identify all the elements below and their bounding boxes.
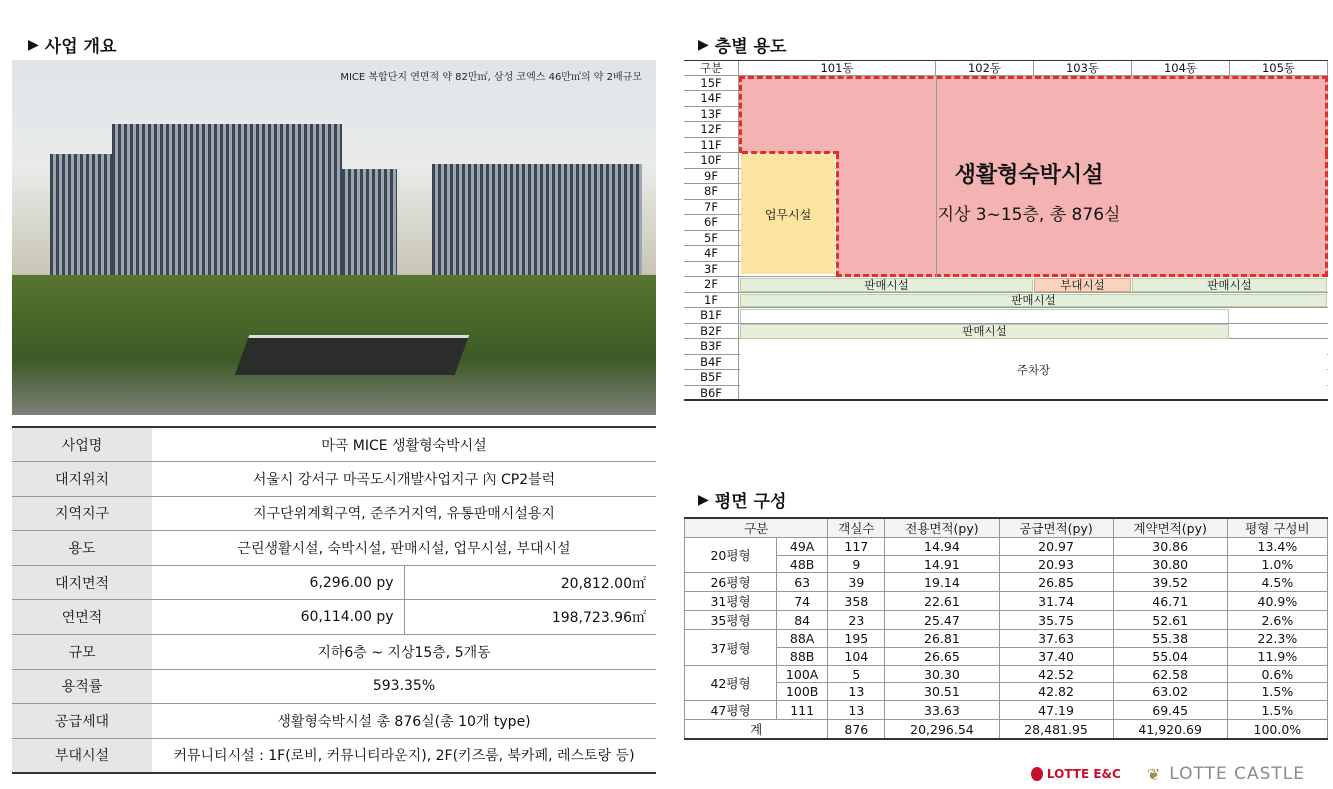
unit-row xyxy=(685,538,1328,556)
unit-group: 42평형 xyxy=(685,665,777,700)
unit-group: 37평형 xyxy=(685,630,777,665)
total-supply: 28,481.95 xyxy=(999,720,1113,740)
info-value-2: 198,723.96㎡ xyxy=(404,600,656,635)
overview-title: ▶ 사업 개요 xyxy=(28,36,117,57)
building-header: 103동 xyxy=(1034,61,1132,75)
col-header: 공급면적(py) xyxy=(999,518,1113,538)
unit-row xyxy=(685,648,1328,666)
info-value: 생활형숙박시설 총 876실(총 10개 type) xyxy=(152,704,656,739)
floor-label: B4F xyxy=(684,355,739,370)
unit-type: 84 xyxy=(777,611,828,630)
unit-rooms: 358 xyxy=(828,592,885,611)
info-row xyxy=(12,669,656,704)
project-info-table xyxy=(12,426,656,774)
floor-label: 9F xyxy=(684,169,739,184)
info-label: 용적률 xyxy=(12,669,152,704)
floor-label: 13F xyxy=(684,107,739,122)
office-block: 업무시설 xyxy=(741,154,835,274)
info-row xyxy=(12,635,656,670)
unit-contract: 63.02 xyxy=(1113,683,1227,701)
triangle-icon: ▶ xyxy=(698,36,709,53)
unit-ratio: 13.4% xyxy=(1227,538,1327,556)
col-header: 객실수 xyxy=(828,518,885,538)
unit-rooms: 104 xyxy=(828,648,885,666)
info-row xyxy=(12,427,656,462)
building-header: 104동 xyxy=(1132,61,1230,75)
col-header: 계약면적(py) xyxy=(1113,518,1227,538)
info-value: 60,114.00 py xyxy=(152,600,404,635)
info-value: 593.35% xyxy=(152,669,656,704)
unit-supply: 47.19 xyxy=(999,701,1113,720)
unit-excl: 26.65 xyxy=(885,648,999,666)
unit-row xyxy=(685,555,1328,573)
unit-rooms: 195 xyxy=(828,630,885,648)
unit-excl: 25.47 xyxy=(885,611,999,630)
unit-excl: 19.14 xyxy=(885,573,999,592)
unit-ratio: 0.6% xyxy=(1227,665,1327,683)
info-value: 지하6층 ~ 지상15층, 5개동 xyxy=(152,635,656,670)
unit-ratio: 1.5% xyxy=(1227,701,1327,720)
retail-b2f: 판매시설 xyxy=(740,324,1229,340)
info-label: 부대시설 xyxy=(12,738,152,773)
unit-contract: 30.80 xyxy=(1113,555,1227,573)
unit-row xyxy=(685,683,1328,701)
info-label: 연면적 xyxy=(12,600,152,635)
retail-1f: 판매시설 xyxy=(740,294,1327,308)
unit-rooms: 23 xyxy=(828,611,885,630)
ancillary-2f: 부대시설 xyxy=(1034,278,1131,292)
unit-rooms: 13 xyxy=(828,683,885,701)
info-row xyxy=(12,462,656,497)
unit-supply: 42.82 xyxy=(999,683,1113,701)
info-value: 6,296.00 py xyxy=(152,565,404,600)
unit-contract: 52.61 xyxy=(1113,611,1227,630)
unit-ratio: 40.9% xyxy=(1227,592,1327,611)
unit-supply: 35.75 xyxy=(999,611,1113,630)
info-label: 대지위치 xyxy=(12,462,152,497)
unit-type: 48B xyxy=(777,555,828,573)
unit-contract: 55.38 xyxy=(1113,630,1227,648)
unit-supply: 31.74 xyxy=(999,592,1113,611)
unit-supply: 42.52 xyxy=(999,665,1113,683)
total-rooms: 876 xyxy=(828,720,885,740)
info-value: 서울시 강서구 마곡도시개발사업지구 內 CP2블럭 xyxy=(152,462,656,497)
unit-supply: 20.97 xyxy=(999,538,1113,556)
unit-contract: 69.45 xyxy=(1113,701,1227,720)
unit-supply: 37.40 xyxy=(999,648,1113,666)
floor-label: B6F xyxy=(684,386,739,400)
b1f-block xyxy=(740,309,1229,323)
floor-label: 3F xyxy=(684,262,739,277)
unit-supply: 20.93 xyxy=(999,555,1113,573)
floor-use-diagram xyxy=(684,60,1328,467)
building-header: 102동 xyxy=(936,61,1034,75)
unit-type: 88A xyxy=(777,630,828,648)
floor-label: B2F xyxy=(684,324,739,339)
lodging-subtitle: 지상 3~15층, 총 876실 xyxy=(937,204,1121,225)
unit-excl: 30.30 xyxy=(885,665,999,683)
project-rendering-image xyxy=(12,60,656,415)
info-value: 커뮤니티시설 : 1F(로비, 커뮤니티라운지), 2F(키즈룸, 북카페, 레스토랑 등) xyxy=(152,738,656,773)
unit-rooms: 13 xyxy=(828,701,885,720)
unit-type: 100B xyxy=(777,683,828,701)
unit-row xyxy=(685,592,1328,611)
info-row xyxy=(12,496,656,531)
unit-supply: 37.63 xyxy=(999,630,1113,648)
unit-rooms: 39 xyxy=(828,573,885,592)
triangle-icon: ▶ xyxy=(698,491,709,508)
unit-type: 88B xyxy=(777,648,828,666)
info-label: 공급세대 xyxy=(12,704,152,739)
unit-row xyxy=(685,701,1328,720)
unit-excl: 33.63 xyxy=(885,701,999,720)
plan-title: ▶ 평면 구성 xyxy=(698,491,787,512)
info-value: 근린생활시설, 숙박시설, 판매시설, 업무시설, 부대시설 xyxy=(152,531,656,566)
unit-ratio: 2.6% xyxy=(1227,611,1327,630)
floor-label: 14F xyxy=(684,91,739,106)
floor-label: 15F xyxy=(684,76,739,91)
building-header: 105동 xyxy=(1230,61,1328,75)
total-ratio: 100.0% xyxy=(1227,720,1327,740)
floor-label: 4F xyxy=(684,246,739,261)
lodging-block-upper xyxy=(739,76,1328,154)
unit-group: 26평형 xyxy=(685,573,777,592)
unit-contract: 46.71 xyxy=(1113,592,1227,611)
info-label: 용도 xyxy=(12,531,152,566)
header-label: 구분 xyxy=(684,61,739,75)
unit-type: 63 xyxy=(777,573,828,592)
floor-label: B5F xyxy=(684,370,739,385)
unit-row xyxy=(685,573,1328,592)
photo-caption: MICE 복합단지 연면적 약 82만㎡, 삼성 코엑스 46만㎡의 약 2배규모 xyxy=(340,72,642,83)
unit-area-table xyxy=(684,517,1328,740)
unit-contract: 30.86 xyxy=(1113,538,1227,556)
info-value: 지구단위계획구역, 준주거지역, 유통판매시설용지 xyxy=(152,496,656,531)
info-row xyxy=(12,704,656,739)
total-contract: 41,920.69 xyxy=(1113,720,1227,740)
info-label: 지역지구 xyxy=(12,496,152,531)
col-header: 평형 구성비 xyxy=(1227,518,1327,538)
lotte-enc-logo: LOTTE E&C xyxy=(1031,767,1121,781)
unit-contract: 62.58 xyxy=(1113,665,1227,683)
unit-type: 74 xyxy=(777,592,828,611)
unit-group: 31평형 xyxy=(685,592,777,611)
floor-label: 7F xyxy=(684,200,739,215)
floor-label: 12F xyxy=(684,122,739,137)
unit-excl: 30.51 xyxy=(885,683,999,701)
floor-label: B3F xyxy=(684,339,739,354)
unit-type: 100A xyxy=(777,665,828,683)
unit-contract: 55.04 xyxy=(1113,648,1227,666)
unit-ratio: 1.5% xyxy=(1227,683,1327,701)
total-row xyxy=(685,720,1328,740)
unit-rooms: 9 xyxy=(828,555,885,573)
unit-group: 47평형 xyxy=(685,701,777,720)
info-label: 사업명 xyxy=(12,427,152,462)
lodging-title: 생활형숙박시설 xyxy=(954,162,1104,188)
floor-label: B1F xyxy=(684,308,739,323)
unit-excl: 14.94 xyxy=(885,538,999,556)
floor-label: 6F xyxy=(684,215,739,230)
unit-row xyxy=(685,665,1328,683)
floors-title: ▶ 층별 용도 xyxy=(698,36,787,57)
floor-label: 1F xyxy=(684,293,739,308)
col-header: 전용면적(py) xyxy=(885,518,999,538)
info-label: 규모 xyxy=(12,635,152,670)
info-row xyxy=(12,531,656,566)
floor-label: 8F xyxy=(684,184,739,199)
info-value: 마곡 MICE 생활형숙박시설 xyxy=(152,427,656,462)
parking-block: 주차장 xyxy=(740,340,1327,399)
total-label: 계 xyxy=(685,720,828,740)
floor-label: 10F xyxy=(684,153,739,168)
unit-supply: 26.85 xyxy=(999,573,1113,592)
info-row xyxy=(12,738,656,773)
unit-excl: 26.81 xyxy=(885,630,999,648)
unit-group: 35평형 xyxy=(685,611,777,630)
unit-group: 20평형 xyxy=(685,538,777,573)
unit-ratio: 11.9% xyxy=(1227,648,1327,666)
retail-2f-right: 판매시설 xyxy=(1132,278,1327,292)
floor-label: 11F xyxy=(684,138,739,153)
col-header: 구분 xyxy=(685,518,828,538)
unit-excl: 14.91 xyxy=(885,555,999,573)
floor-label: 2F xyxy=(684,277,739,292)
floor-label: 5F xyxy=(684,231,739,246)
info-value-2: 20,812.00㎡ xyxy=(404,565,656,600)
building-header: 101동 xyxy=(739,61,936,75)
total-excl: 20,296.54 xyxy=(885,720,999,740)
unit-rooms: 117 xyxy=(828,538,885,556)
unit-excl: 22.61 xyxy=(885,592,999,611)
retail-2f-left: 판매시설 xyxy=(740,278,1033,292)
info-row xyxy=(12,565,656,600)
unit-type: 111 xyxy=(777,701,828,720)
unit-contract: 39.52 xyxy=(1113,573,1227,592)
info-label: 대지면적 xyxy=(12,565,152,600)
unit-ratio: 4.5% xyxy=(1227,573,1327,592)
unit-rooms: 5 xyxy=(828,665,885,683)
floor-header-row xyxy=(684,60,1328,76)
unit-type: 49A xyxy=(777,538,828,556)
info-row xyxy=(12,600,656,635)
logos xyxy=(1031,764,1305,784)
unit-ratio: 22.3% xyxy=(1227,630,1327,648)
lotte-castle-logo: ❦ LOTTE CASTLE xyxy=(1146,764,1305,784)
unit-ratio: 1.0% xyxy=(1227,555,1327,573)
triangle-icon: ▶ xyxy=(28,36,39,53)
unit-row xyxy=(685,611,1328,630)
unit-row xyxy=(685,630,1328,648)
